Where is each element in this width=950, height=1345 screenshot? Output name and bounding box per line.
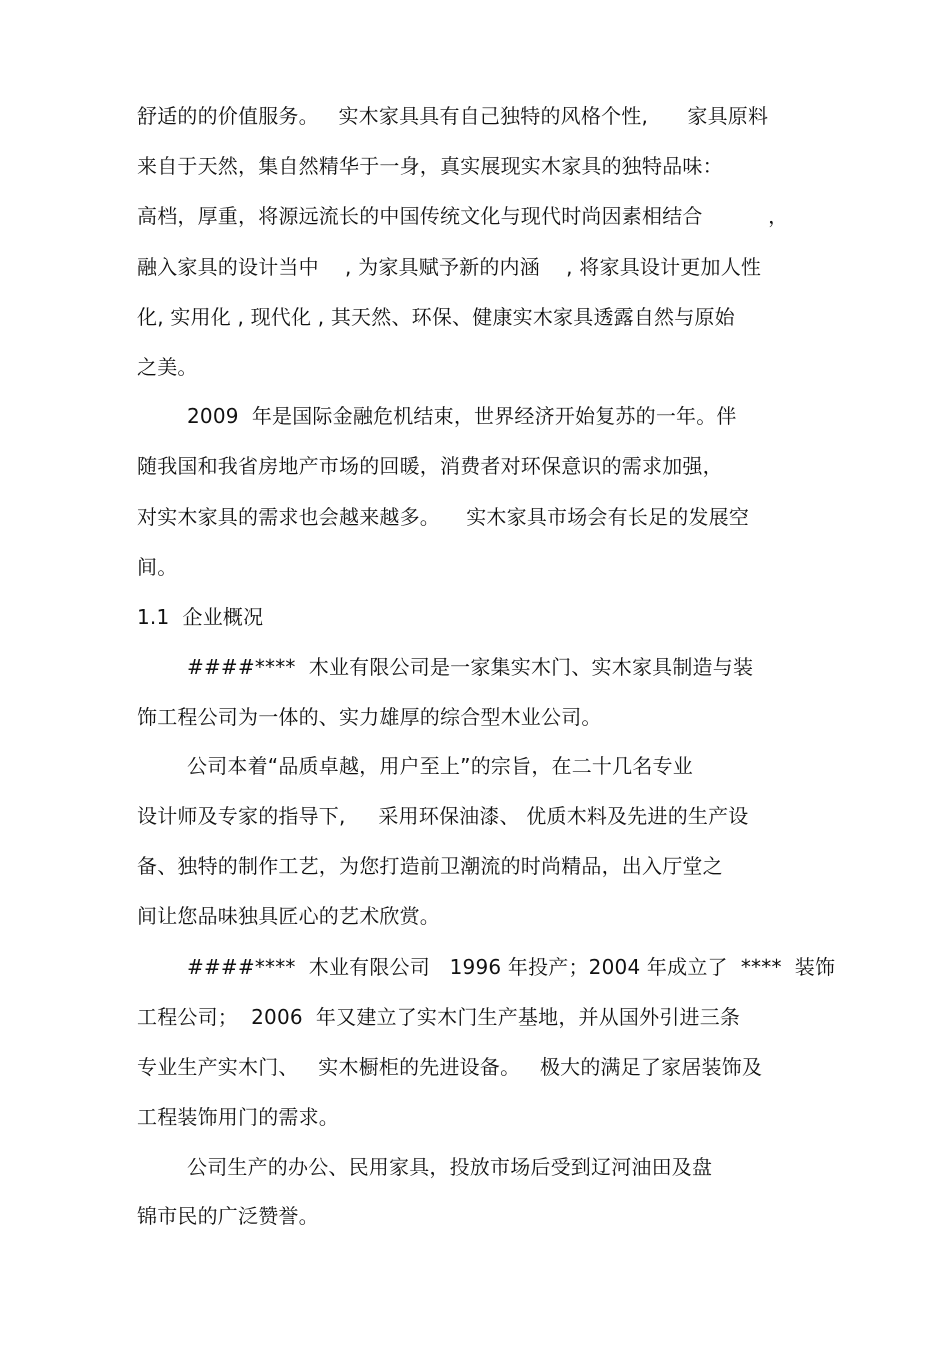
- paragraph-line: 之美。: [137, 355, 198, 379]
- paragraph-line: 舒适的的价值服务。 实木家具具有自己独特的风格个性, 家具原料: [137, 104, 769, 128]
- section-heading: 1.1 企业概况: [137, 605, 264, 629]
- paragraph-line: 2009 年是国际金融危机结束，世界经济开始复苏的一年。伴: [187, 404, 737, 428]
- paragraph-line: 工程装饰用门的需求。: [137, 1105, 339, 1129]
- paragraph-line: 融入家具的设计当中 , 为家具赋予新的内涵 , 将家具设计更加人性: [137, 255, 762, 279]
- paragraph-line: 设计师及专家的指导下, 采用环保油漆、 优质木料及先进的生产设: [137, 804, 749, 828]
- paragraph-line: ####**** 木业有限公司 1996 年投产；2004 年成立了 **** 装饰: [187, 955, 836, 979]
- paragraph-line: 锦市民的广泛赞誉。: [137, 1204, 319, 1228]
- paragraph-line: 饰工程公司为一体的、实力雄厚的综合型木业公司。: [137, 705, 602, 729]
- paragraph-line: 公司生产的办公、民用家具，投放市场后受到辽河油田及盘: [187, 1155, 713, 1179]
- paragraph-line: 高档，厚重，将源远流长的中国传统文化与现代时尚因素相结合 ，: [137, 204, 789, 228]
- paragraph-line: 化, 实用化 , 现代化 , 其天然、环保、健康实木家具透露自然与原始: [137, 305, 735, 329]
- paragraph-line: 备、独特的制作工艺，为您打造前卫潮流的时尚精品，出入厅堂之: [137, 854, 723, 878]
- paragraph-line: 公司本着“品质卓越，用户至上”的宗旨，在二十几名专业: [187, 754, 693, 778]
- paragraph-line: 来自于天然，集自然精华于一身，真实展现实木家具的独特品味：: [137, 154, 723, 178]
- paragraph-line: 随我国和我省房地产市场的回暖，消费者对环保意识的需求加强，: [137, 454, 723, 478]
- paragraph-line: 对实木家具的需求也会越来越多。 实木家具市场会有长足的发展空: [137, 505, 750, 529]
- paragraph-line: 间让您品味独具匠心的艺术欣赏。: [137, 904, 440, 928]
- paragraph-line: ####**** 木业有限公司是一家集实木门、实木家具制造与装: [187, 655, 754, 679]
- paragraph-line: 专业生产实木门、 实木橱柜的先进设备。 极大的满足了家居装饰及: [137, 1055, 763, 1079]
- paragraph-line: 工程公司； 2006 年又建立了实木门生产基地，并从国外引进三条: [137, 1005, 741, 1029]
- paragraph-line: 间。: [137, 555, 178, 579]
